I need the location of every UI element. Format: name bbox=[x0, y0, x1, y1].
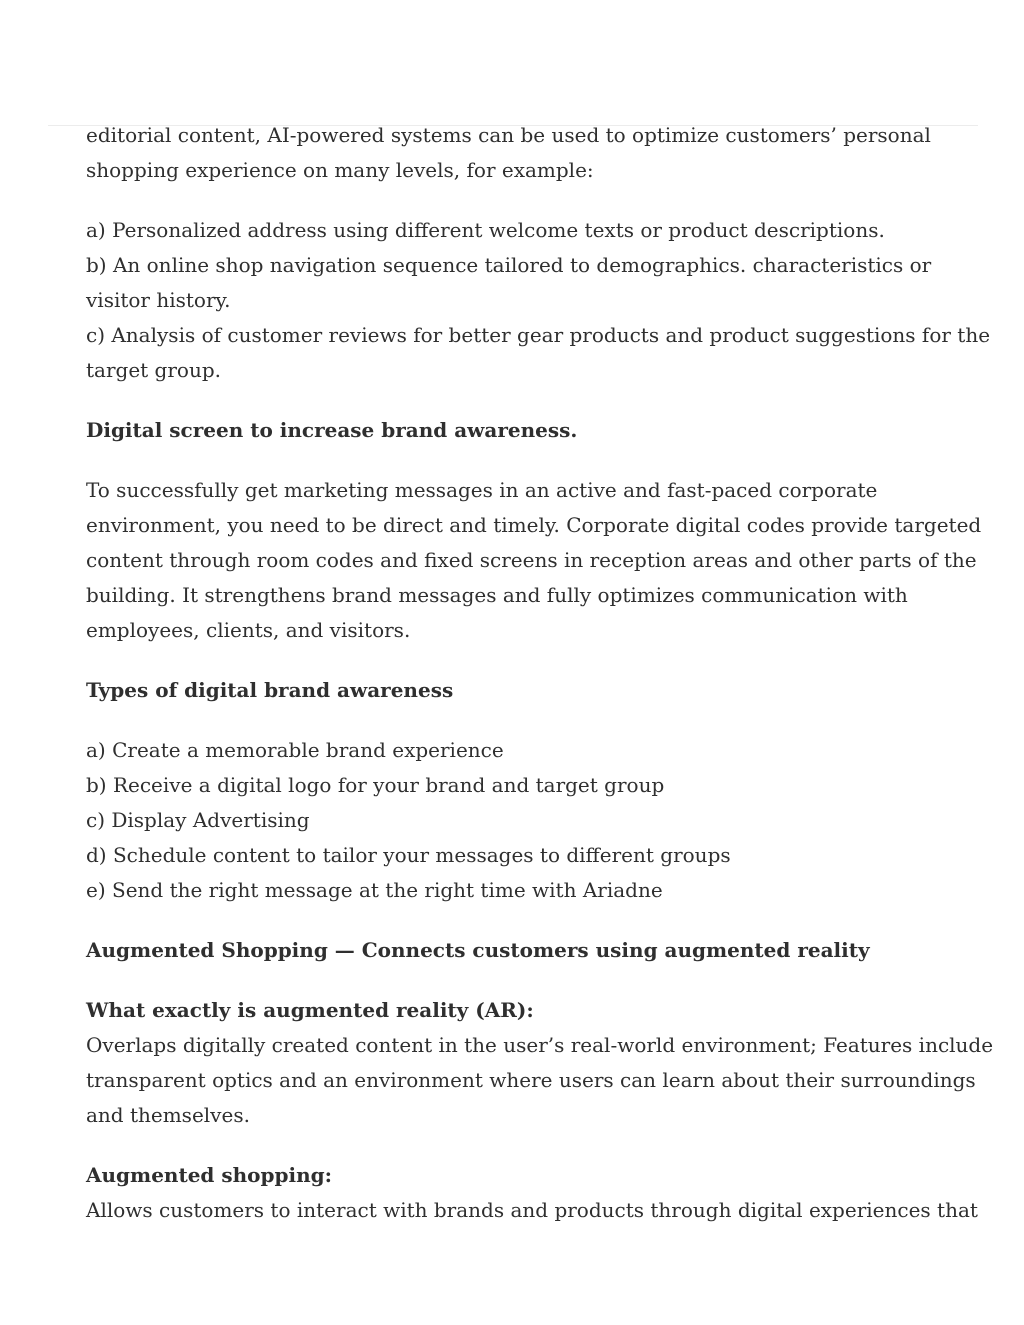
heading-types: Types of digital brand awareness bbox=[86, 678, 454, 702]
types-list bbox=[86, 733, 956, 908]
text-line: shopping experience on many levels, for example: bbox=[86, 158, 594, 182]
heading-augmented-shopping-def: Augmented shopping: bbox=[86, 1163, 332, 1187]
list-item: target group. bbox=[86, 358, 221, 382]
text-line: To successfully get marketing messages in an active and fast-paced corporate bbox=[86, 478, 878, 502]
text-line: employees, clients, and visitors. bbox=[86, 618, 411, 642]
list-item: b) An online shop navigation sequence tailored to demographics. characteristics or bbox=[86, 253, 932, 277]
list-item: visitor history. bbox=[86, 288, 231, 312]
text-line: Overlaps digitally created content in the user’s real-world environment; Features include bbox=[86, 1033, 994, 1057]
intro-paragraph bbox=[86, 118, 956, 188]
ar-paragraph bbox=[86, 1028, 994, 1133]
list-item: c) Display Advertising bbox=[86, 808, 310, 832]
digital-screen-paragraph bbox=[86, 473, 982, 648]
personalization-list bbox=[86, 213, 991, 388]
list-item: c) Analysis of customer reviews for better gear products and product suggestions for the bbox=[86, 323, 991, 347]
text-line: environment, you need to be direct and timely. Corporate digital codes provide targeted bbox=[86, 513, 982, 537]
list-item: a) Create a memorable brand experience bbox=[86, 738, 504, 762]
heading-augmented-shopping: Augmented Shopping — Connects customers using augmented reality bbox=[86, 938, 870, 962]
text-line: editorial content, AI-powered systems can be used to optimize customers’ personal bbox=[86, 123, 931, 147]
list-item: e) Send the right message at the right time with Ariadne bbox=[86, 878, 663, 902]
text-line: content through room codes and fixed screens in reception areas and other parts of the bbox=[86, 548, 977, 572]
text-line: and themselves. bbox=[86, 1103, 250, 1127]
article-body bbox=[86, 118, 994, 1253]
list-item: d) Schedule content to tailor your messages to different groups bbox=[86, 843, 731, 867]
list-item: b) Receive a digital logo for your brand and target group bbox=[86, 773, 665, 797]
augmented-shopping-paragraph bbox=[86, 1193, 978, 1228]
text-line: building. It strengthens brand messages and fully optimizes communication with bbox=[86, 583, 908, 607]
heading-digital-screen: Digital screen to increase brand awareness. bbox=[86, 418, 578, 442]
text-line: Allows customers to interact with brands and products through digital experiences that bbox=[86, 1198, 978, 1222]
list-item: a) Personalized address using different welcome texts or product descriptions. bbox=[86, 218, 885, 242]
text-line: transparent optics and an environment where users can learn about their surroundings bbox=[86, 1068, 976, 1092]
heading-what-is-ar: What exactly is augmented reality (AR): bbox=[86, 998, 534, 1022]
